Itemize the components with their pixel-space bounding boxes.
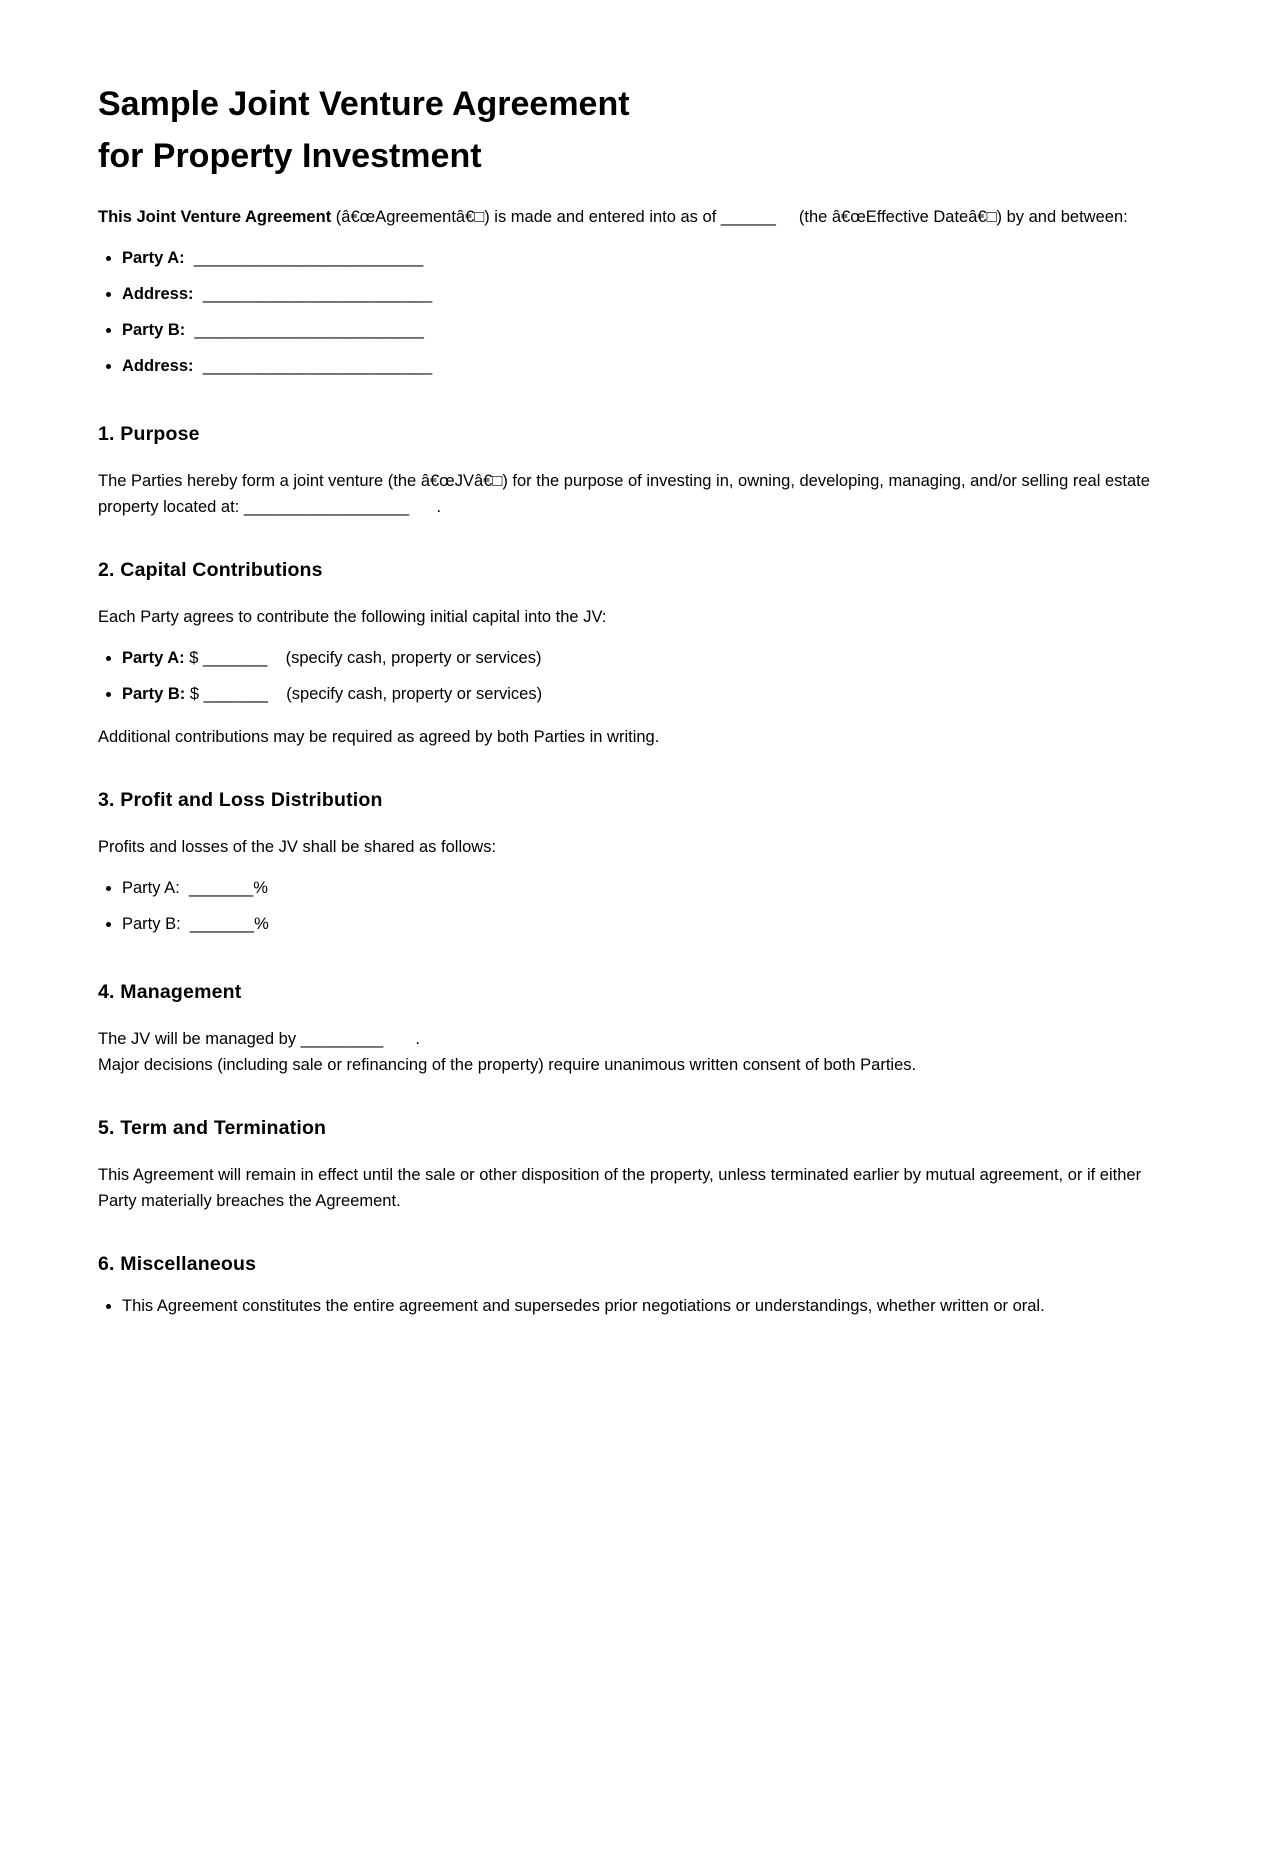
management-text: The JV will be managed by bbox=[98, 1030, 301, 1048]
capital-party-a-currency: $ bbox=[184, 649, 204, 667]
list-item bbox=[122, 676, 1173, 712]
party-a-label: Party A: bbox=[122, 249, 185, 267]
profit-party-a-label: Party A: bbox=[122, 879, 180, 897]
title-line-1: Sample Joint Venture Agreement bbox=[98, 85, 630, 123]
property-location-blank: __________________ bbox=[243, 498, 410, 516]
intro-text-1: (â€œAgreementâ€□) is made and entered into as of bbox=[331, 208, 721, 226]
profit-party-a-blank: _______% bbox=[188, 879, 268, 897]
capital-list bbox=[98, 640, 1173, 712]
section-profit bbox=[98, 786, 1173, 942]
list-item bbox=[122, 312, 1173, 348]
purpose-end: . bbox=[436, 498, 442, 516]
document-title bbox=[98, 78, 1173, 182]
misc-heading: 6. Miscellaneous bbox=[98, 1253, 257, 1275]
profit-party-b-blank: _______% bbox=[189, 915, 269, 933]
intro-paragraph bbox=[98, 204, 1173, 230]
purpose-heading: 1. Purpose bbox=[98, 423, 200, 445]
section-purpose bbox=[98, 420, 1173, 520]
party-b-address-label: Address: bbox=[122, 357, 194, 375]
list-item bbox=[122, 870, 1173, 906]
party-a-address-label: Address: bbox=[122, 285, 194, 303]
capital-party-b-note: (specify cash, property or services) bbox=[286, 685, 543, 703]
profit-heading: 3. Profit and Loss Distribution bbox=[98, 789, 383, 811]
profit-party-b-label: Party B: bbox=[122, 915, 181, 933]
capital-heading: 2. Capital Contributions bbox=[98, 559, 323, 581]
capital-party-a-note: (specify cash, property or services) bbox=[285, 649, 542, 667]
intro-text-2: (the â€œEffective Dateâ€□) by and between: bbox=[798, 208, 1128, 226]
management-heading: 4. Management bbox=[98, 981, 242, 1003]
party-a-address-blank: _________________________ bbox=[202, 285, 433, 303]
list-item bbox=[122, 240, 1173, 276]
list-item bbox=[122, 906, 1173, 942]
capital-party-b-label: Party B: bbox=[122, 685, 186, 703]
effective-date-blank: ______ bbox=[720, 208, 776, 226]
document-page bbox=[98, 78, 1173, 1324]
capital-party-a-label: Party A: bbox=[122, 649, 185, 667]
capital-intro: Each Party agrees to contribute the following initial capital into the JV: bbox=[98, 608, 607, 626]
section-capital bbox=[98, 556, 1173, 750]
manager-blank: _________ bbox=[300, 1030, 384, 1048]
list-item bbox=[122, 276, 1173, 312]
parties-list bbox=[98, 240, 1173, 384]
term-heading: 5. Term and Termination bbox=[98, 1117, 327, 1139]
list-item: • This Agreement constitutes the entire agreement and supersedes prior negotiations or understandings, whether written or oral. bbox=[122, 1288, 1173, 1324]
capital-party-b-blank: _______ bbox=[203, 685, 268, 703]
misc-list bbox=[98, 1288, 1173, 1324]
management-line-2: Major decisions (including sale or refinancing of the property) require unanimous written consent of both Parties. bbox=[98, 1056, 917, 1074]
party-b-address-blank: _________________________ bbox=[202, 357, 433, 375]
profit-list bbox=[98, 870, 1173, 942]
capital-party-a-blank: _______ bbox=[203, 649, 268, 667]
party-b-blank: _________________________ bbox=[194, 321, 424, 339]
section-management bbox=[98, 978, 1173, 1078]
list-item bbox=[122, 640, 1173, 676]
term-paragraph: This Agreement will remain in effect until the sale or other disposition of the property, unless terminated earlier by mutual agreement, or if either Party materially breaches the Agreement. bbox=[98, 1166, 1142, 1210]
management-end: . bbox=[415, 1030, 420, 1048]
section-misc bbox=[98, 1250, 1173, 1324]
section-term bbox=[98, 1114, 1173, 1214]
intro-bold-lead: This Joint Venture Agreement bbox=[98, 208, 332, 226]
party-b-label: Party B: bbox=[122, 321, 186, 339]
title-line-2: for Property Investment bbox=[98, 137, 482, 175]
list-item bbox=[122, 348, 1173, 384]
purpose-paragraph bbox=[98, 468, 1173, 520]
management-line-1 bbox=[98, 1026, 1173, 1052]
capital-party-b-currency: $ bbox=[185, 685, 204, 703]
party-a-blank: _________________________ bbox=[193, 249, 424, 267]
profit-intro: Profits and losses of the JV shall be shared as follows: bbox=[98, 838, 497, 856]
purpose-text: The Parties hereby form a joint venture (the â€œJVâ€□) for the purpose of investing in, owning, developing, managing, and/or selling real estate property located at: bbox=[98, 472, 1150, 516]
capital-after: Additional contributions may be required as agreed by both Parties in writing. bbox=[98, 728, 660, 746]
